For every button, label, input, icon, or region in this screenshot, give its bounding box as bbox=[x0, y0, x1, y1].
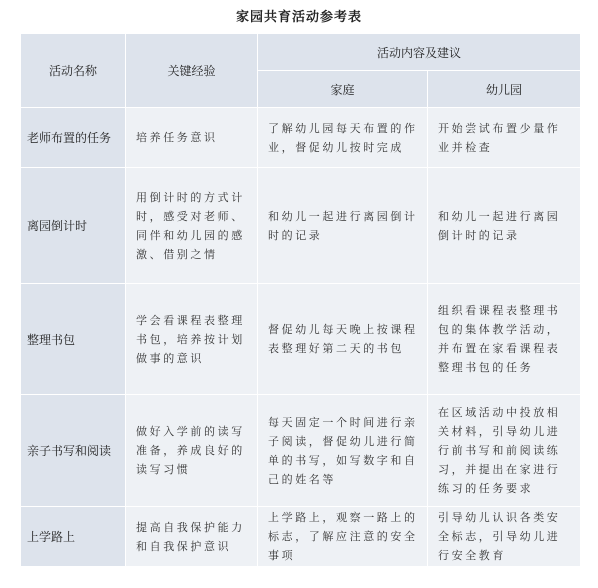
table-row bbox=[21, 108, 581, 168]
header-row bbox=[21, 34, 581, 71]
kindergarten-cell: 和幼儿一起进行离园倒计时的记录 bbox=[428, 168, 581, 284]
activity-name-cell: 离园倒计时 bbox=[21, 168, 126, 284]
experience-cell: 用倒计时的方式计时，感受对老师、同伴和幼儿园的感激、借别之情 bbox=[126, 168, 258, 284]
kindergarten-cell: 引导幼儿认识各类安全标志，引导幼儿进行安全教育 bbox=[428, 507, 581, 567]
table-title: 家园共育活动参考表 bbox=[235, 10, 362, 25]
experience-cell: 培养任务意识 bbox=[126, 108, 258, 168]
experience-cell: 做好入学前的读写准备，养成良好的读写习惯 bbox=[126, 395, 258, 507]
header-activity-name: 活动名称 bbox=[21, 34, 126, 108]
kindergarten-cell: 开始尝试布置少量作业并检查 bbox=[428, 108, 581, 168]
table-row bbox=[21, 395, 581, 507]
table-row bbox=[21, 284, 581, 395]
family-cell: 了解幼儿园每天布置的作业，督促幼儿按时完成 bbox=[258, 108, 428, 168]
experience-cell: 学会看课程表整理书包，培养按计划做事的意识 bbox=[126, 284, 258, 395]
experience-cell: 提高自我保护能力和自我保护意识 bbox=[126, 507, 258, 567]
family-cell: 和幼儿一起进行离园倒计时的记录 bbox=[258, 168, 428, 284]
header-content-group: 活动内容及建议 bbox=[258, 34, 581, 71]
header-family: 家庭 bbox=[258, 71, 428, 108]
activity-name-cell: 亲子书写和阅读 bbox=[21, 395, 126, 507]
family-cell: 督促幼儿每天晚上按课程表整理好第二天的书包 bbox=[258, 284, 428, 395]
activity-name-cell: 上学路上 bbox=[21, 507, 126, 567]
family-cell: 上学路上，观察一路上的标志，了解应注意的安全事项 bbox=[258, 507, 428, 567]
table-row bbox=[21, 507, 581, 567]
header-kindergarten: 幼儿园 bbox=[428, 71, 581, 108]
header-key-experience: 关键经验 bbox=[126, 34, 258, 108]
activity-table bbox=[20, 33, 581, 567]
family-cell: 每天固定一个时间进行亲子阅读，督促幼儿进行简单的书写，如写数字和自己的姓名等 bbox=[258, 395, 428, 507]
table-row bbox=[21, 168, 581, 284]
kindergarten-cell: 在区域活动中投放相关材料，引导幼儿进行前书写和前阅读练习，并提出在家进行练习的任务要求 bbox=[428, 395, 581, 507]
kindergarten-cell: 组织看课程表整理书包的集体教学活动，并布置在家看课程表整理书包的任务 bbox=[428, 284, 581, 395]
activity-name-cell: 老师布置的任务 bbox=[21, 108, 126, 168]
activity-name-cell: 整理书包 bbox=[21, 284, 126, 395]
